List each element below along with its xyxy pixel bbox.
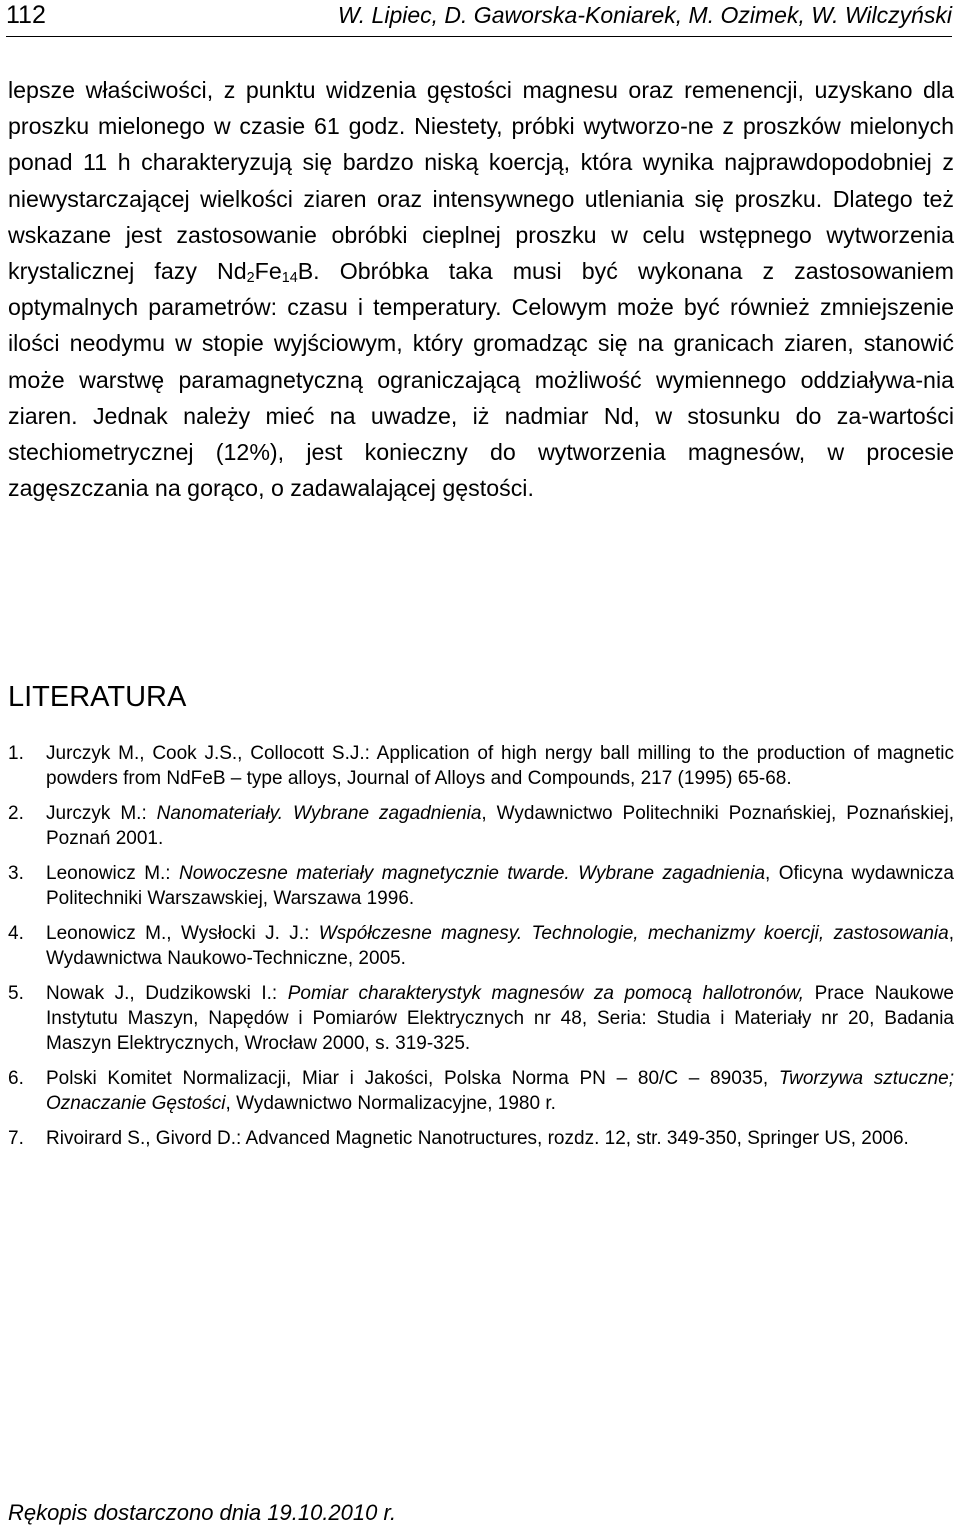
reference-item-3	[8, 861, 954, 911]
reference-number: 7.	[8, 1128, 24, 1149]
reference-number: 4.	[8, 923, 24, 944]
subscript-nd: 2	[246, 269, 255, 286]
manuscript-received-note: Rękopis dostarczono dnia 19.10.2010 r.	[8, 1500, 397, 1525]
body-paragraph	[8, 72, 954, 506]
reference-publisher: , Wydawnictwo Normalizacyjne, 1980 r.	[225, 1093, 556, 1114]
reference-publisher: Prace Naukowe Instytutu Maszyn, Napędów i Pomiarów Elektrycznych nr 48, Seria: Studia i Materiały nr 20, Badania Maszyn Elektrycznych, Wrocław 2000, s. 319-325.	[46, 983, 954, 1054]
reference-title: Pomiar charakterystyk magnesów za pomocą hallotronów,	[287, 983, 805, 1004]
reference-item-5	[8, 981, 954, 1056]
reference-title: Nowoczesne materiały magnetycznie twarde. Wybrane zagadnienia	[179, 863, 766, 884]
reference-publisher: , Wydawnictwa Naukowo-Techniczne, 2005.	[46, 923, 954, 969]
reference-number: 3.	[8, 863, 24, 884]
reference-authors: Leonowicz M., Wysłocki J. J.:	[46, 923, 319, 944]
page-number: 112	[6, 1, 46, 29]
reference-authors: Polski Komitet Normalizacji, Miar i Jakości, Polska Norma PN – 80/C – 89035,	[46, 1068, 779, 1089]
subscript-fe: 14	[281, 269, 298, 286]
body-text-part-1: lepsze właściwości, z punktu widzenia gęstości magnesu oraz remenencji, uzyskano dla proszku mielonego w czasie 61 godz. Niestety, próbki wytworzo-ne z proszków mielonych ponad 11 h charakteryzują się bardzo niską koercją, która wynika najprawdopodobniej z niewystarczającej wielkości ziaren oraz intensywnego utleniania się proszku. Dlatego też wskazane jest zastosowanie obróbki cieplnej proszku w celu wstępnego wytworzenia krystalicznej fazy Nd	[8, 77, 954, 285]
reference-text: Jurczyk M., Cook J.S., Collocott S.J.: Application of high nergy ball milling to the production of magnetic powders from NdFeB – type alloys, Journal of Alloys and Compounds, 217 (1995) 65-68.	[46, 743, 954, 789]
reference-number: 1.	[8, 743, 24, 764]
reference-publisher: , Wydawnictwo Politechniki Poznańskiej, Poznańskiej, Poznań 2001.	[46, 803, 954, 849]
reference-number: 2.	[8, 803, 24, 824]
body-text-part-3: B. Obróbka taka musi być wykonana z zastosowaniem optymalnych parametrów: czasu i temperatury. Celowym może być również zmniejszenie ilości neodymu w stopie wyjściowym, który gromadząc się na granicach ziaren, stanowić może warstwę paramagnetyczną ograniczającą możliwość wymiennego oddziaływa-nia ziaren. Jednak należy mieć na uwadze, iż nadmiar Nd, w stosunku do za-wartości stechiometrycznej (12%), jest konieczny do wytworzenia magnesów, w procesie zagęszczania na gorąco, o zadawalającej gęstości.	[8, 258, 954, 502]
reference-title: Tworzywa sztuczne; Oznaczanie Gęstości	[46, 1068, 954, 1114]
reference-authors: Jurczyk M.:	[46, 803, 157, 824]
reference-item-4	[8, 921, 954, 971]
reference-number: 5.	[8, 983, 24, 1004]
section-title-literatura: LITERATURA	[8, 681, 187, 713]
reference-title: Współczesne magnesy. Technologie, mechanizmy koercji, zastosowania	[318, 923, 949, 944]
reference-item-1	[8, 741, 954, 791]
page-header	[6, 0, 952, 37]
reference-authors: Leonowicz M.:	[46, 863, 180, 884]
reference-item-2	[8, 801, 954, 851]
reference-number: 6.	[8, 1068, 24, 1089]
running-head-authors: W. Lipiec, D. Gaworska-Koniarek, M. Ozimek, W. Wilczyński	[337, 2, 952, 28]
reference-item-7	[8, 1126, 954, 1151]
reference-text: Rivoirard S., Givord D.: Advanced Magnetic Nanotructures, rozdz. 12, str. 349-350, Springer US, 2006.	[46, 1128, 909, 1149]
body-text-part-2: Fe	[254, 258, 282, 285]
reference-publisher: , Oficyna wydawnicza Politechniki Warszawskiej, Warszawa 1996.	[46, 863, 954, 909]
reference-title: Nanomateriały. Wybrane zagadnienia	[156, 803, 482, 824]
reference-item-6	[8, 1066, 954, 1116]
reference-list	[8, 741, 954, 1161]
reference-authors: Nowak J., Dudzikowski I.:	[46, 983, 288, 1004]
